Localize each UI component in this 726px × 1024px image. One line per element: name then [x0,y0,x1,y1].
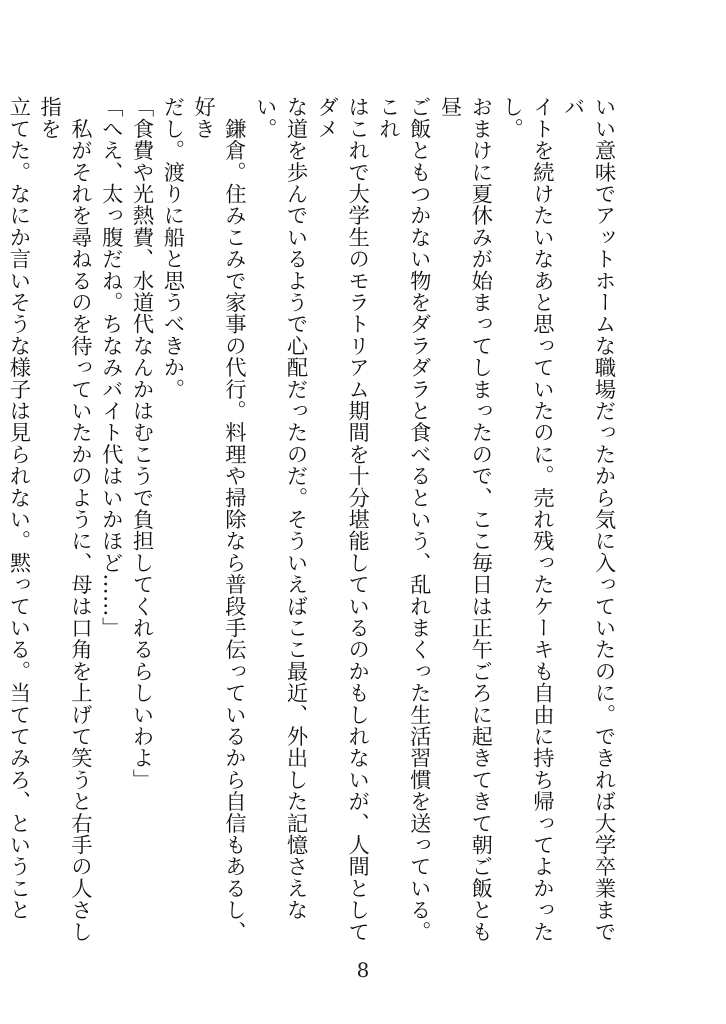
text-line: 立てた。なにか言いそうな様子は見られない。黙っている。当ててみろ、ということ [5,96,31,921]
text-line: だし。渡りに船と思うべきか。 [159,96,185,400]
text-line: 鎌倉。住みこみで家事の代行。料理や掃除なら普段手伝っているから自信もあるし、好き [190,96,247,943]
text-line: 「食費や光熱費、水道代なんかはむこうで負担してくれるらしいわよ」 [129,96,155,791]
text-line: 「へえ、太っ腹だね。ちなみバイト代はいかほど……」 [98,96,124,639]
text-line: おまけに夏休みが始まってしまったので、ここ毎日は正午ごろに起きてきて朝ご飯とも昼 [437,96,493,943]
vertical-text-body [5,96,618,956]
text-line: はこれで大学生のモラトリアム期間を十分堪能しているのかもしれないが、人間としてダメ [313,96,370,943]
text-line: な道を歩んでいるようで心配だったのだ。そういえばここ最近、外出した記憶さえない。 [252,96,309,921]
text-line: ご飯ともつかない物をダラダラと食べるという、乱れまくった生活習慣を送っている。これ [375,96,432,943]
text-line: イトを続けたいなあと思っていたのに。売れ残ったケーキも自由に持ち帰ってよかったし。 [498,96,555,943]
text-line: いい意味でアットホームな職場だったから気に入っていたのに。できれば大学卒業までバ [560,96,616,943]
page-number: 8 [356,958,370,982]
text-line: 私がそれを尋ねるのを待っていたかのように、母は口角を上げて笑うと右手の人さし指を [36,96,93,943]
